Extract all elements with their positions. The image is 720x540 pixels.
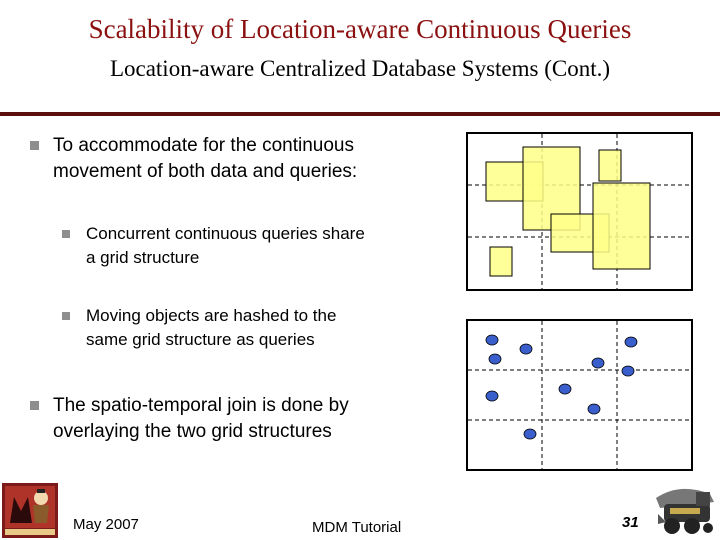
moving-object-point <box>559 384 571 394</box>
footer-event: MDM Tutorial <box>312 519 402 536</box>
bullet-2-line-2: overlaying the two grid structures <box>53 421 332 442</box>
footer-date: May 2007 <box>73 516 139 533</box>
moving-object-point <box>489 354 501 364</box>
query-rectangle <box>599 150 621 181</box>
sub-bullet-2-line-1: Moving objects are hashed to the <box>86 306 337 325</box>
moving-object-point <box>524 429 536 439</box>
page-number: 31 <box>622 514 639 531</box>
bullet-1-line-1: To accommodate for the continuous <box>53 135 355 156</box>
moving-object-point <box>588 404 600 414</box>
slide-title: Scalability of Location-aware Continuous Queries <box>88 14 632 44</box>
object-grid-border <box>467 320 692 470</box>
slide-subtitle: Location-aware Centralized Database Systems (Cont.) <box>109 56 611 81</box>
query-rectangle <box>490 247 512 276</box>
bullet-2-line-1: The spatio-temporal join is done by <box>53 395 349 416</box>
locomotive-logo <box>650 478 720 540</box>
sub-bullet-2-line-2: same grid structure as queries <box>86 330 315 349</box>
university-mascot-logo <box>2 483 58 538</box>
moving-object-point <box>520 344 532 354</box>
moving-object-point <box>625 337 637 347</box>
sub-bullet-1-line-1: Concurrent continuous queries share <box>86 224 365 243</box>
moving-object-point <box>486 391 498 401</box>
sub-bullet-1-line-2: a grid structure <box>86 248 200 267</box>
bullet-1-line-2: movement of both data and queries: <box>53 161 358 182</box>
moving-object-point <box>622 366 634 376</box>
moving-object-point <box>486 335 498 345</box>
query-rectangle <box>593 183 650 269</box>
moving-object-point <box>592 358 604 368</box>
